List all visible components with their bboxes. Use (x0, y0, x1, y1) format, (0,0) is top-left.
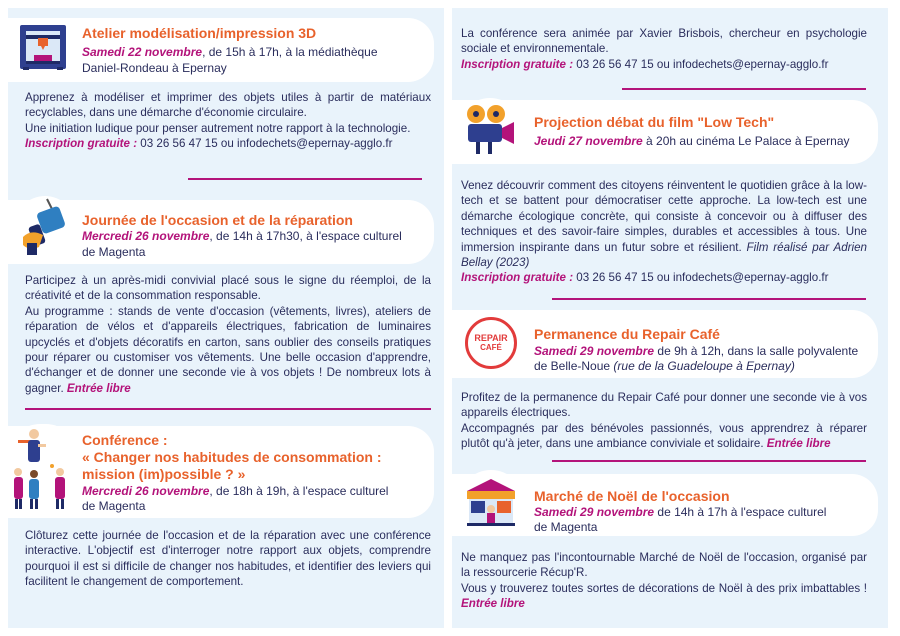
separator (25, 408, 431, 410)
separator (552, 298, 866, 300)
separator (552, 460, 866, 462)
event-description: Venez découvrir comment des citoyens réinventent le quotidien grâce à la low-tech et se battent pour démocratiser cette approche. La low-tech est une démarche écologique concrète, qui consiste à concevoir ou à diffuser des techniques et des savoir-faire simples, durables et accessibles à tous. Une immersion inspirante dans un futur sobre et résilient. Film réalisé par Adrien Bellay (2023) Inscription gratuite : 03 26 56 47 15 ou infodechets@epernay-agglo.fr (461, 179, 867, 285)
event-title: Marché de Noël de l'occasion (534, 488, 730, 504)
conference-continued: La conférence sera animée par Xavier Brisbois, chercheur en psychologie sociale et environnementale. Inscription gratuite : 03 26 56 47 15 ou infodechets@epernay-agglo.fr (461, 27, 867, 71)
event-date: Mercredi 26 novembre, de 14h à 17h30, à l'espace culturel (82, 229, 402, 243)
right-column (452, 8, 888, 628)
contact-link[interactable]: 03 26 56 47 15 ou infodechets@epernay-agglo.fr (137, 137, 393, 151)
event-date: Samedi 29 novembre de 14h à 17h à l'espace culturel (534, 505, 827, 519)
drill-icon (14, 196, 76, 258)
separator (622, 88, 866, 90)
event-description: Apprenez à modéliser et imprimer des objets utiles à partir de matériaux recyclables, dans une démarche d'économie circulaire. Une initiation ludique pour penser autrement notre rapport à la technologie. Inscription gratuite : 03 26 56 47 15 ou infodechets@epernay-agglo.fr (25, 91, 431, 151)
film-projector-icon (458, 98, 522, 162)
event-place: de Magenta (82, 499, 146, 513)
event-title: Conférence : « Changer nos habitudes de consommation : mission (im)possible ? » (82, 432, 382, 482)
event-title: Journée de l'occasion et de la réparation (82, 212, 353, 228)
3d-printer-icon (14, 18, 72, 76)
event-title: Permanence du Repair Café (534, 326, 720, 342)
event-date: Mercredi 26 novembre, de 18h à 19h, à l'espace culturel (82, 484, 389, 498)
event-date: Jeudi 27 novembre à 20h au cinéma Le Palace à Epernay (534, 134, 850, 148)
event-description: Clôturez cette journée de l'occasion et de la réparation avec une conférence interactive. L'objectif est d'interroger notre rapport aux objets, comprendre pourquoi il est si difficile de changer nos habitudes, et identifier des leviers qui facilitent le changement de comportement. (25, 529, 431, 589)
event-date: Samedi 22 novembre, de 15h à 17h, à la médiathèque (82, 45, 378, 59)
market-stall-icon (458, 470, 524, 536)
event-description: Ne manquez pas l'incontournable Marché de Noël de l'occasion, organisé par la ressourcerie Récup'R. Vous y trouverez toutes sortes de décorations de Noël à des prix imbattables ! Entrée libre (461, 551, 867, 611)
event-place: de Magenta (82, 245, 146, 259)
left-column (8, 8, 444, 628)
event-date: Samedi 29 novembre de 9h à 12h, dans la salle polyvalente (534, 344, 859, 358)
contact-link[interactable]: 03 26 56 47 15 ou infodechets@epernay-agglo.fr (573, 271, 829, 285)
event-title: Projection débat du film "Low Tech" (534, 114, 775, 130)
audience-icon (10, 424, 76, 514)
contact-link[interactable]: 03 26 56 47 15 ou infodechets@epernay-agglo.fr (573, 57, 829, 71)
event-place: Daniel-Rondeau à Epernay (82, 61, 227, 75)
repair-cafe-logo: REPAIR CAFÉ (458, 310, 524, 376)
event-title: Atelier modélisation/impression 3D (82, 25, 317, 41)
event-description: Profitez de la permanence du Repair Café pour donner une seconde vie à vos appareils électriques. Accompagnés par des bénévoles passionnés, vous apprendrez à réparer plutôt qu'à jeter, dans une ambiance conviviale et solidaire. Entrée libre (461, 391, 867, 451)
separator (188, 178, 422, 180)
event-place: de Magenta (534, 520, 598, 534)
event-place: de Belle-Noue (rue de la Guadeloupe à Epernay) (534, 359, 795, 373)
event-description: Participez à un après-midi convivial placé sous le signe du réemploi, de la créativité et de la consommation responsable. Au programme : stands de vente d'occasion (vêtements, livres), ateliers de réparation de vélos et d'appareils électriques, fabrication de luminaires upcyclés et d'objets décoratifs en carton, sans oublier des conseils pratiques pour réparer ou customiser vos vêtements. Une belle occasion d'apprendre, d'échanger et de donner une seconde vie à vos objets ! De nombreux lots à gagner. Entrée libre (25, 274, 431, 395)
